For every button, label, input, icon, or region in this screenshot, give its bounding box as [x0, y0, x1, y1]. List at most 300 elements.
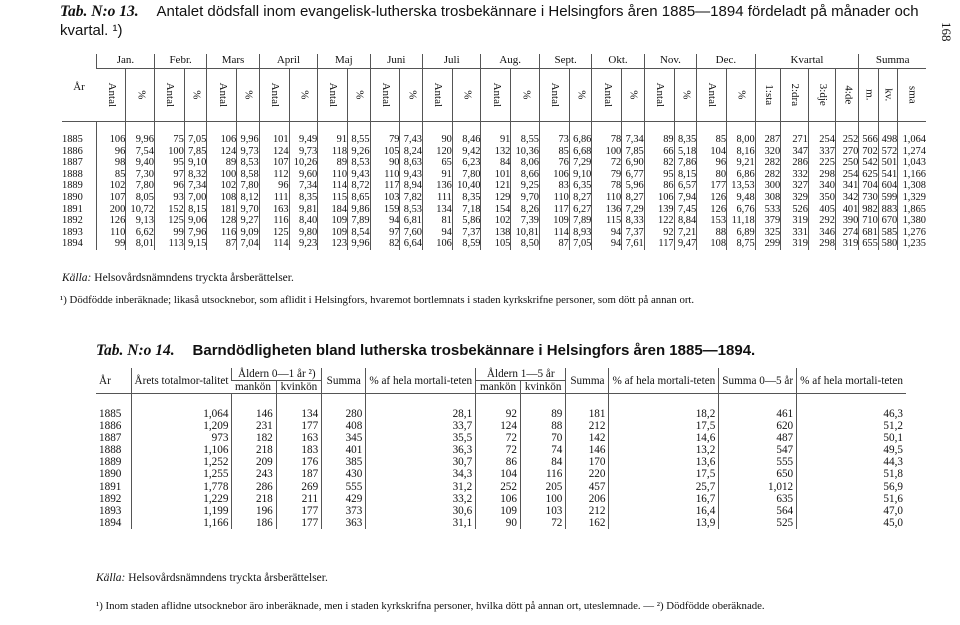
- t13-value-cell: 89: [207, 157, 237, 169]
- table14-heading: [96, 342, 755, 360]
- t13-value-cell: 9,43: [348, 169, 371, 181]
- t13-value-cell: 94: [422, 227, 452, 239]
- t13-value-cell: 7,05: [184, 122, 207, 146]
- table14-label: Tab. N:o 14.: [96, 342, 175, 359]
- t13-value-cell: 7,82: [400, 192, 423, 204]
- t13-value-cell: 102: [97, 180, 126, 192]
- t13-value-cell: 89: [644, 122, 674, 146]
- t13-value-cell: 79: [592, 169, 622, 181]
- t13-value-cell: 93: [154, 192, 184, 204]
- t13-year-cell: 1894: [62, 238, 83, 250]
- t13-value-cell: 8,35: [289, 192, 318, 204]
- t13-month-header: Okt.: [592, 54, 644, 69]
- t13-value-cell: 271: [781, 122, 809, 146]
- t14-value-cell: 620: [719, 420, 797, 432]
- t13-antal-label: Antal: [327, 82, 340, 108]
- t14-table-row: [96, 394, 906, 421]
- t14-value-cell: 269: [276, 481, 321, 493]
- t13-value-cell: 8,63: [400, 157, 423, 169]
- t14-value-cell: 56,9: [797, 481, 906, 493]
- t13-value-cell: 320: [755, 146, 781, 158]
- t13-value-cell: 99: [154, 227, 184, 239]
- t13-value-cell: 6,89: [727, 227, 756, 239]
- t13-value-cell: 102: [481, 215, 511, 227]
- t13-value-cell: 6,76: [727, 204, 756, 216]
- t13-value-cell: 97: [370, 227, 400, 239]
- table14-source-text: Helsovårdsnämndens tryckta årsberättelser.: [128, 572, 328, 584]
- t14-value-cell: 635: [719, 493, 797, 505]
- t13-value-cell: 152: [154, 204, 184, 216]
- t13-value-cell: 90: [370, 157, 400, 169]
- t13-value-cell: 702: [859, 146, 878, 158]
- t14-table-row: [96, 444, 906, 456]
- t13-pct-label: %: [134, 90, 147, 100]
- t13-year-cell: 1891: [62, 203, 83, 215]
- t14-value-cell: 72: [476, 444, 521, 456]
- t13-value-cell: 106: [207, 122, 237, 146]
- t13-kvartal-col-label: 2:dra: [789, 83, 802, 107]
- t14-value-cell: 17,5: [609, 468, 719, 480]
- t13-value-cell: 8,84: [674, 215, 697, 227]
- t13-value-cell: 7,80: [237, 180, 260, 192]
- t13-value-cell: 78: [592, 180, 622, 192]
- t14-value-cell: 72: [476, 432, 521, 444]
- t13-value-cell: 10,81: [511, 227, 540, 239]
- t13-value-cell: 7,54: [126, 146, 155, 158]
- t14-value-cell: 430: [322, 468, 366, 480]
- t13-value-cell: 95: [154, 157, 184, 169]
- t13-value-cell: 177: [697, 180, 727, 192]
- t14-summa05-header: Summa 0—5 år: [719, 368, 797, 394]
- t14-value-cell: 170: [566, 456, 609, 468]
- t13-value-cell: 7,00: [184, 192, 207, 204]
- t14-value-cell: 134: [276, 394, 321, 421]
- table13-source-label: Källa:: [62, 272, 92, 284]
- t13-value-cell: 704: [859, 180, 878, 192]
- t13-value-cell: 134: [422, 204, 452, 216]
- t14-value-cell: 1,209: [131, 420, 232, 432]
- t14-value-cell: 146: [566, 444, 609, 456]
- t13-table-row: [62, 192, 926, 204]
- t13-value-cell: 542: [859, 157, 878, 169]
- t13-table-row: [62, 122, 926, 146]
- t14-value-cell: 31,1: [366, 517, 476, 529]
- t13-value-cell: 625: [859, 169, 878, 181]
- t14-value-cell: 70: [520, 432, 565, 444]
- t13-value-cell: 286: [781, 157, 809, 169]
- t13-value-cell: 7,86: [674, 157, 697, 169]
- t13-value-cell: 110: [592, 192, 622, 204]
- t13-value-cell: 114: [539, 227, 569, 239]
- t13-value-cell: 103: [370, 192, 400, 204]
- t13-value-cell: 7,80: [126, 180, 155, 192]
- t13-month-header: Aug.: [481, 54, 540, 69]
- t13-value-cell: 1,276: [898, 227, 926, 239]
- t13-value-cell: 123: [318, 238, 348, 250]
- t13-value-cell: 110: [318, 169, 348, 181]
- t13-month-header: Jan.: [97, 54, 155, 69]
- t13-value-cell: 116: [207, 227, 237, 239]
- t13-value-cell: 124: [259, 146, 289, 158]
- t14-value-cell: 88: [520, 420, 565, 432]
- t14-value-cell: 109: [476, 505, 521, 517]
- t13-kvartal-col-header: [781, 69, 809, 122]
- t13-value-cell: 287: [755, 122, 781, 146]
- t14-value-cell: 116: [520, 468, 565, 480]
- t13-pct-header: [348, 69, 371, 122]
- t13-value-cell: 83: [539, 180, 569, 192]
- t13-value-cell: 95: [644, 169, 674, 181]
- t14-kvinkon-header: kvinkön: [276, 381, 321, 394]
- t13-value-cell: 5,86: [452, 215, 481, 227]
- t14-value-cell: 44,3: [797, 456, 906, 468]
- t13-value-cell: 125: [154, 215, 184, 227]
- t13-kvartal-col-header: [835, 69, 858, 122]
- t14-value-cell: 30,7: [366, 456, 476, 468]
- t13-value-cell: 7,39: [511, 215, 540, 227]
- t13-value-cell: 101: [259, 122, 289, 146]
- t13-value-cell: 346: [808, 227, 835, 239]
- t13-table-row: [62, 146, 926, 158]
- t14-value-cell: 14,6: [609, 432, 719, 444]
- t14-value-cell: 218: [232, 444, 276, 456]
- t13-summa-col-label: sma: [906, 86, 919, 104]
- t13-pct-header: [452, 69, 481, 122]
- t13-summa-col-label: m.: [863, 89, 876, 101]
- table13-heading: [60, 2, 920, 40]
- t13-value-cell: 8,55: [348, 122, 371, 146]
- t13-value-cell: 9,26: [348, 146, 371, 158]
- t13-table-row: [62, 169, 926, 181]
- t14-value-cell: 92: [476, 394, 521, 421]
- t14-pct3-header: % af hela mortali-teten: [797, 368, 906, 394]
- t14-value-cell: 31,2: [366, 481, 476, 493]
- t13-value-cell: 9,48: [727, 192, 756, 204]
- t13-antal-header: [259, 69, 289, 122]
- t13-antal-label: Antal: [432, 82, 445, 108]
- t13-year-cell: 1888: [62, 168, 83, 180]
- t13-value-cell: 96: [259, 180, 289, 192]
- t13-value-cell: 8,27: [622, 192, 645, 204]
- t14-value-cell: 457: [566, 481, 609, 493]
- t13-value-cell: 87: [207, 238, 237, 250]
- t13-value-cell: 8,05: [126, 192, 155, 204]
- t13-value-cell: 7,94: [674, 192, 697, 204]
- t13-value-cell: 6,23: [452, 157, 481, 169]
- t13-value-cell: 526: [781, 204, 809, 216]
- t13-month-header: Maj: [318, 54, 370, 69]
- t13-value-cell: 329: [781, 192, 809, 204]
- t13-value-cell: 5,18: [674, 146, 697, 158]
- t13-value-cell: 184: [318, 204, 348, 216]
- t13-value-cell: 8,24: [400, 146, 423, 158]
- t13-value-cell: 250: [835, 157, 858, 169]
- t13-value-cell: 6,86: [727, 169, 756, 181]
- t13-value-cell: 1,043: [898, 157, 926, 169]
- t13-value-cell: 1,380: [898, 215, 926, 227]
- t13-month-header: Febr.: [154, 54, 206, 69]
- t13-value-cell: 541: [878, 169, 897, 181]
- t14-value-cell: 17,5: [609, 420, 719, 432]
- t13-value-cell: 122: [644, 215, 674, 227]
- t14-value-cell: 373: [322, 505, 366, 517]
- t13-value-cell: 65: [422, 157, 452, 169]
- t13-value-cell: 8,53: [237, 157, 260, 169]
- t13-value-cell: 9,10: [184, 157, 207, 169]
- t14-value-cell: 51,6: [797, 493, 906, 505]
- table13: [62, 54, 926, 250]
- t13-year-cell: 1889: [62, 180, 83, 192]
- t13-kvartal-col-label: 4:de: [841, 85, 854, 105]
- t14-value-cell: 487: [719, 432, 797, 444]
- t14-year-cell: 1890: [99, 468, 122, 481]
- t13-value-cell: 129: [481, 192, 511, 204]
- t14-pct1-header: % af hela mortali-teten: [366, 368, 476, 394]
- t13-pct-header: [400, 69, 423, 122]
- t13-table-row: [62, 204, 926, 216]
- t13-value-cell: 75: [154, 122, 184, 146]
- t13-value-cell: 327: [781, 180, 809, 192]
- t13-value-cell: 102: [207, 180, 237, 192]
- t13-value-cell: 298: [808, 169, 835, 181]
- t14-value-cell: 211: [276, 493, 321, 505]
- t13-value-cell: 8,06: [511, 157, 540, 169]
- t14-value-cell: 13,2: [609, 444, 719, 456]
- t13-year-cell: 1893: [62, 226, 83, 238]
- table14-title: Barndödligheten bland lutherska trosbekännare i Helsingfors åren 1885—1894.: [192, 342, 756, 359]
- t14-age15-header: Åldern 1—5 år: [476, 368, 566, 381]
- t14-value-cell: 1,778: [131, 481, 232, 493]
- t14-value-cell: 18,2: [609, 394, 719, 421]
- t13-summa-col-header: [878, 69, 897, 122]
- t14-value-cell: 1,252: [131, 456, 232, 468]
- t14-value-cell: 177: [276, 505, 321, 517]
- table13-source: [62, 272, 294, 284]
- t13-pct-label: %: [575, 90, 588, 100]
- t13-value-cell: 6,35: [569, 180, 592, 192]
- t14-mankon2-header: mankön: [476, 381, 521, 394]
- t13-antal-label: Antal: [216, 82, 229, 108]
- t13-value-cell: 501: [878, 157, 897, 169]
- t13-value-cell: 8,59: [452, 238, 481, 250]
- t14-table-row: [96, 493, 906, 505]
- table13-footnote: ¹) Dödfödde inberäknade; likaså utsocknebor, som aflidit i Helsingfors, hvaremot bortlemnats i staden kyrkskrifne personer, som dött på annan ort.: [60, 294, 695, 306]
- t13-value-cell: 112: [259, 169, 289, 181]
- t13-value-cell: 8,35: [674, 122, 697, 146]
- t13-value-cell: 85: [697, 122, 727, 146]
- t13-value-cell: 110: [97, 227, 126, 239]
- t13-value-cell: 9,60: [289, 169, 318, 181]
- t13-year-header: År: [62, 54, 97, 122]
- t13-antal-label: Antal: [105, 82, 118, 108]
- t13-kvartal-col-label: 3:dje: [816, 84, 829, 106]
- t13-value-cell: 124: [207, 146, 237, 158]
- t13-value-cell: 8,93: [569, 227, 592, 239]
- t14-value-cell: 1,255: [131, 468, 232, 480]
- t13-value-cell: 341: [835, 180, 858, 192]
- t13-value-cell: 7,37: [452, 227, 481, 239]
- t14-value-cell: 72: [520, 517, 565, 529]
- t14-value-cell: 408: [322, 420, 366, 432]
- t13-value-cell: 104: [697, 146, 727, 158]
- t13-value-cell: 97: [154, 169, 184, 181]
- t13-table-row: [62, 227, 926, 239]
- t13-pct-header: [511, 69, 540, 122]
- t13-value-cell: 599: [878, 192, 897, 204]
- t13-value-cell: 10,26: [289, 157, 318, 169]
- t13-pct-label: %: [461, 90, 474, 100]
- t14-value-cell: 555: [719, 456, 797, 468]
- t13-value-cell: 498: [878, 122, 897, 146]
- t13-value-cell: 6,77: [622, 169, 645, 181]
- t13-value-cell: 94: [592, 238, 622, 250]
- t13-value-cell: 72: [592, 157, 622, 169]
- t13-antal-header: [422, 69, 452, 122]
- t13-year-cell: 1887: [62, 157, 83, 169]
- t13-value-cell: 8,46: [452, 122, 481, 146]
- t13-value-cell: 7,89: [569, 215, 592, 227]
- t13-year-cell: 1892: [62, 215, 83, 227]
- t13-value-cell: 9,42: [452, 146, 481, 158]
- t13-value-cell: 572: [878, 146, 897, 158]
- t13-value-cell: 121: [481, 180, 511, 192]
- t14-value-cell: 50,1: [797, 432, 906, 444]
- t14-value-cell: 34,3: [366, 468, 476, 480]
- t13-value-cell: 347: [781, 146, 809, 158]
- t13-summa-col-header: [898, 69, 926, 122]
- t14-value-cell: 186: [232, 517, 276, 529]
- t13-summa-col-header: [859, 69, 878, 122]
- t13-value-cell: 6,64: [400, 238, 423, 250]
- t13-value-cell: 270: [835, 146, 858, 158]
- t13-value-cell: 78: [592, 122, 622, 146]
- t14-value-cell: 30,6: [366, 505, 476, 517]
- t13-value-cell: 91: [422, 169, 452, 181]
- t13-value-cell: 6,27: [569, 204, 592, 216]
- t13-value-cell: 1,235: [898, 238, 926, 250]
- t13-value-cell: 7,05: [569, 238, 592, 250]
- t13-value-cell: 254: [808, 122, 835, 146]
- t13-value-cell: 73: [539, 122, 569, 146]
- t13-kvartal-col-header: [808, 69, 835, 122]
- t13-value-cell: 110: [539, 192, 569, 204]
- t13-value-cell: 282: [755, 157, 781, 169]
- t13-antal-header: [592, 69, 622, 122]
- t13-value-cell: 9,40: [126, 157, 155, 169]
- t13-value-cell: 181: [207, 204, 237, 216]
- t13-value-cell: 89: [318, 157, 348, 169]
- t13-value-cell: 319: [781, 215, 809, 227]
- t13-value-cell: 13,53: [727, 180, 756, 192]
- t14-value-cell: 33,7: [366, 420, 476, 432]
- t14-value-cell: 212: [566, 420, 609, 432]
- t13-value-cell: 126: [697, 192, 727, 204]
- t13-value-cell: 9,23: [289, 238, 318, 250]
- t14-year-cell: 1888: [99, 444, 122, 457]
- t13-value-cell: 274: [835, 227, 858, 239]
- t13-value-cell: 8,55: [511, 122, 540, 146]
- t14-value-cell: 429: [322, 493, 366, 505]
- t14-value-cell: 231: [232, 420, 276, 432]
- t13-antal-header: [318, 69, 348, 122]
- t14-year-cell: 1893: [99, 504, 122, 517]
- t13-value-cell: 342: [835, 192, 858, 204]
- t14-year-cell: 1885: [99, 408, 122, 420]
- t13-value-cell: 8,15: [184, 204, 207, 216]
- t14-pct2-header: % af hela mortali-teten: [609, 368, 719, 394]
- t14-value-cell: 401: [322, 444, 366, 456]
- t13-value-cell: 110: [370, 169, 400, 181]
- t14-value-cell: 16,7: [609, 493, 719, 505]
- t14-value-cell: 525: [719, 517, 797, 529]
- t14-summa-header: Summa: [322, 368, 366, 394]
- t14-value-cell: 196: [232, 505, 276, 517]
- t13-value-cell: 1,308: [898, 180, 926, 192]
- t13-value-cell: 106: [644, 192, 674, 204]
- t13-value-cell: 8,01: [126, 238, 155, 250]
- t13-pct-header: [674, 69, 697, 122]
- t13-value-cell: 9,73: [289, 146, 318, 158]
- t14-year-cell: 1894: [99, 516, 122, 529]
- t13-value-cell: 10,36: [511, 146, 540, 158]
- t13-value-cell: 8,65: [348, 192, 371, 204]
- t13-value-cell: 298: [808, 238, 835, 250]
- t13-pct-label: %: [242, 90, 255, 100]
- t14-value-cell: 1,106: [131, 444, 232, 456]
- t14-table-row: [96, 481, 906, 493]
- t13-table-row: [62, 180, 926, 192]
- t13-value-cell: 8,33: [622, 215, 645, 227]
- t13-value-cell: 8,66: [511, 169, 540, 181]
- t14-value-cell: 205: [520, 481, 565, 493]
- t13-value-cell: 7,34: [184, 180, 207, 192]
- t14-value-cell: 209: [232, 456, 276, 468]
- t13-value-cell: 7,04: [237, 238, 260, 250]
- t13-value-cell: 114: [259, 238, 289, 250]
- t13-value-cell: 115: [318, 192, 348, 204]
- t14-value-cell: 461: [719, 394, 797, 421]
- t14-value-cell: 84: [520, 456, 565, 468]
- t13-antal-header: [697, 69, 727, 122]
- t13-value-cell: 84: [481, 157, 511, 169]
- t13-value-cell: 87: [539, 238, 569, 250]
- t14-value-cell: 243: [232, 468, 276, 480]
- t13-summa-header: Summa: [859, 54, 926, 69]
- t14-table-row: [96, 517, 906, 529]
- t14-value-cell: 146: [232, 394, 276, 421]
- t14-value-cell: 385: [322, 456, 366, 468]
- t13-table-row: [62, 215, 926, 227]
- t13-value-cell: 585: [878, 227, 897, 239]
- t13-antal-header: [154, 69, 184, 122]
- t13-value-cell: 105: [481, 238, 511, 250]
- t13-year-cell: 1886: [62, 145, 83, 157]
- t14-value-cell: 90: [476, 517, 521, 529]
- t13-value-cell: 8,54: [348, 227, 371, 239]
- t13-value-cell: 108: [207, 192, 237, 204]
- t13-value-cell: 6,86: [569, 122, 592, 146]
- t13-value-cell: 101: [481, 169, 511, 181]
- t13-month-header: Sept.: [539, 54, 591, 69]
- t13-value-cell: 9,96: [348, 238, 371, 250]
- t13-value-cell: 118: [318, 146, 348, 158]
- t13-value-cell: 8,50: [511, 238, 540, 250]
- t13-antal-label: Antal: [164, 82, 177, 108]
- t14-value-cell: 212: [566, 505, 609, 517]
- t14-value-cell: 89: [520, 394, 565, 421]
- t13-antal-header: [207, 69, 237, 122]
- t13-value-cell: 9,80: [289, 227, 318, 239]
